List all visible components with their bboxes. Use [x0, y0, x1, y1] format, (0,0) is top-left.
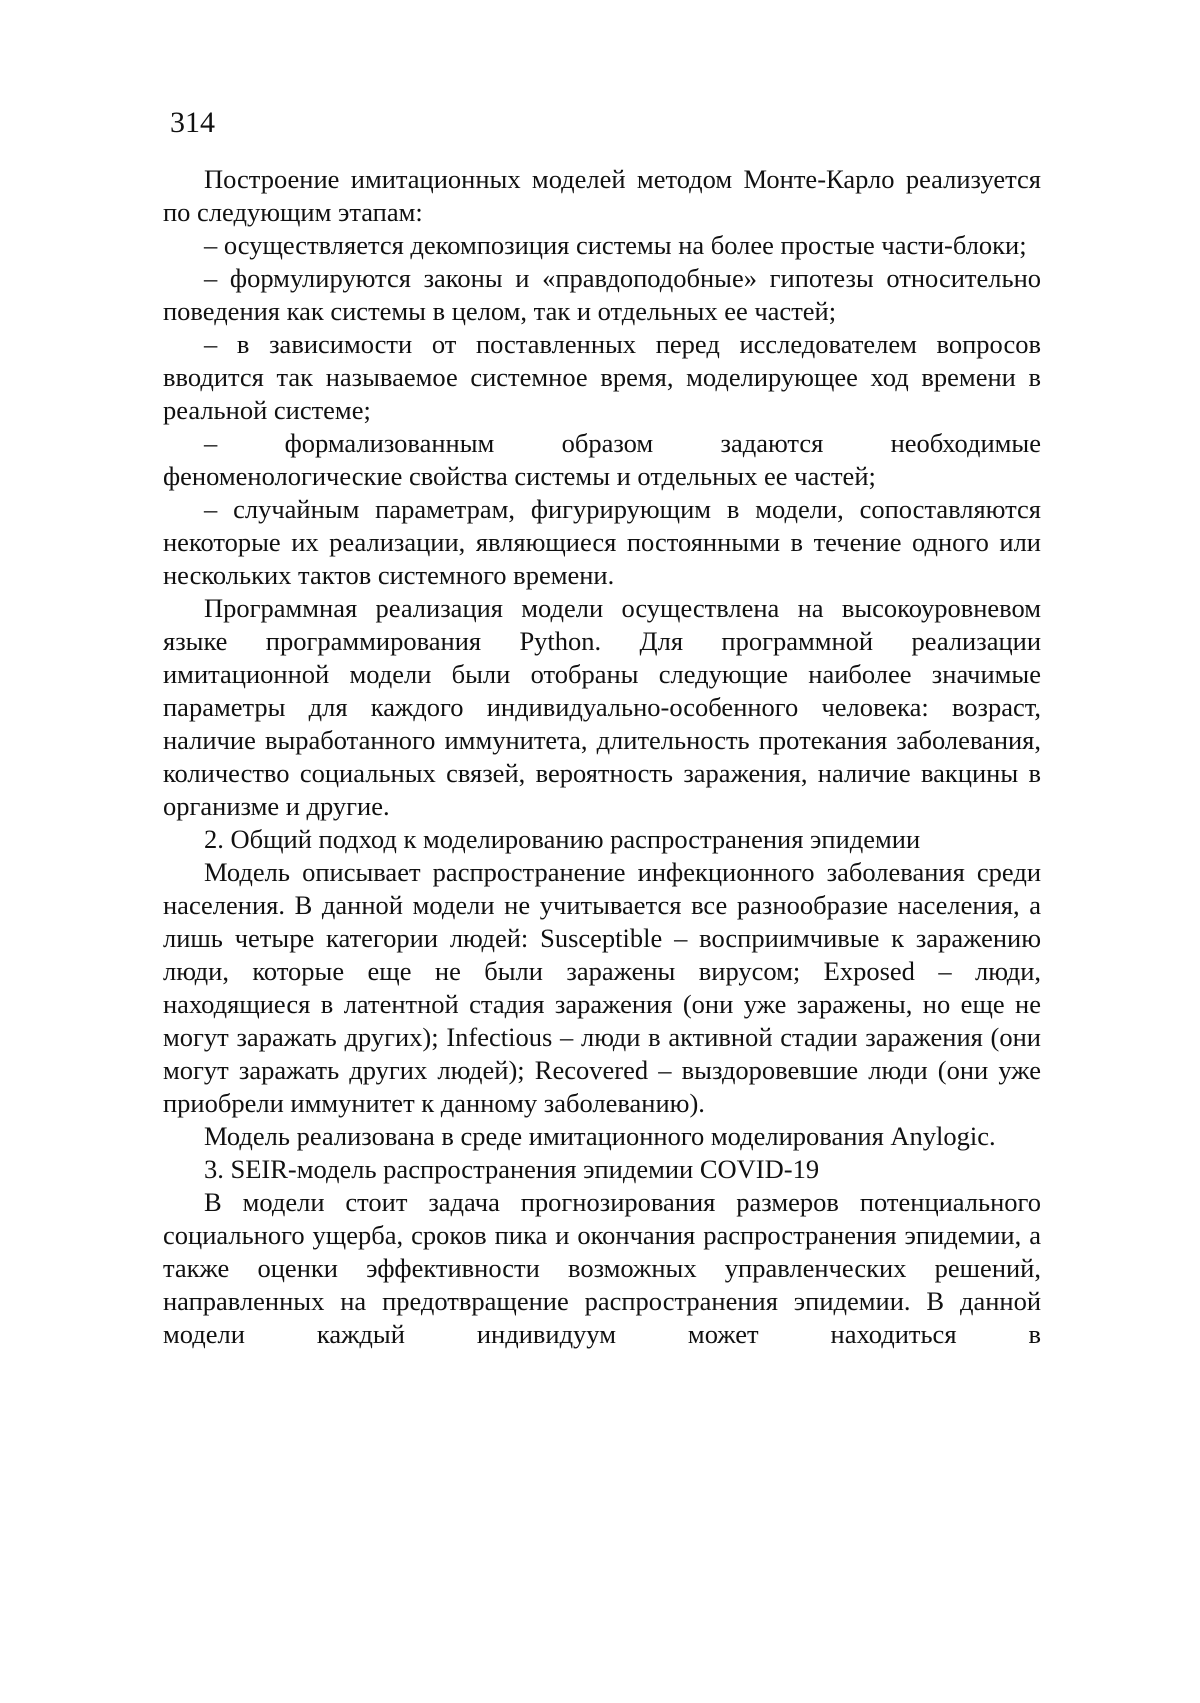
paragraph-implementation: Программная реализация модели осуществлена на высокоуровневом языке программирования Python. Для программной реализации имитационной модели были отобраны следующие наиболее значимые параметры для каждого индивидуально-особенного человека: возраст, наличие выработанного иммунитета, длительность протекания заболевания, количество социальных связей, вероятность заражения, наличие вакцины в организме и другие.: [163, 592, 1041, 823]
paragraph-anylogic: Модель реализована в среде имитационного моделирования Anylogic.: [163, 1120, 1041, 1153]
list-item-random-parameters: – случайным параметрам, фигурирующим в модели, сопоставляются некоторые их реализации, являющиеся постоянными в течение одного или нескольких тактов системного времени.: [163, 493, 1041, 592]
list-item-hypotheses: – формулируются законы и «правдоподобные» гипотезы относительно поведения как системы в целом, так и отдельных ее частей;: [163, 262, 1041, 328]
body-text: [163, 163, 1041, 1351]
page-number: 314: [170, 103, 215, 143]
list-item-properties: – формализованным образом задаются необходимые феноменологические свойства системы и отдельных ее частей;: [163, 427, 1041, 493]
paragraph-intro: Построение имитационных моделей методом Монте-Карло реализуется по следующим этапам:: [163, 163, 1041, 229]
paragraph-model-description: Модель описывает распространение инфекционного заболевания среди населения. В данной модели не учитывается все разнообразие населения, а лишь четыре категории людей: Susceptible – восприимчивые к заражению люди, которые еще не были заражены вирусом; Exposed – люди, находящиеся в латентной стадия заражения (они уже заражены, но еще не могут заражать других); Infectious – люди в активной стадии заражения (они могут заражать других людей); Recovered – выздоровевшие люди (они уже приобрели иммунитет к данному заболеванию).: [163, 856, 1041, 1120]
list-item-system-time: – в зависимости от поставленных перед исследователем вопросов вводится так называемое системное время, моделирующее ход времени в реальной системе;: [163, 328, 1041, 427]
paragraph-seir-task: В модели стоит задача прогнозирования размеров потенциального социального ущерба, сроков пика и окончания распространения эпидемии, а также оценки эффективности возможных управленческих решений, направленных на предотвращение распространения эпидемии. В данной модели каждый индивидуум может находиться в: [163, 1186, 1041, 1351]
section-heading-seir: 3. SEIR-модель распространения эпидемии COVID-19: [163, 1153, 1041, 1186]
section-heading-general-approach: 2. Общий подход к моделированию распространения эпидемии: [163, 823, 1041, 856]
list-item-decomposition: – осуществляется декомпозиция системы на более простые части-блоки;: [163, 229, 1041, 262]
